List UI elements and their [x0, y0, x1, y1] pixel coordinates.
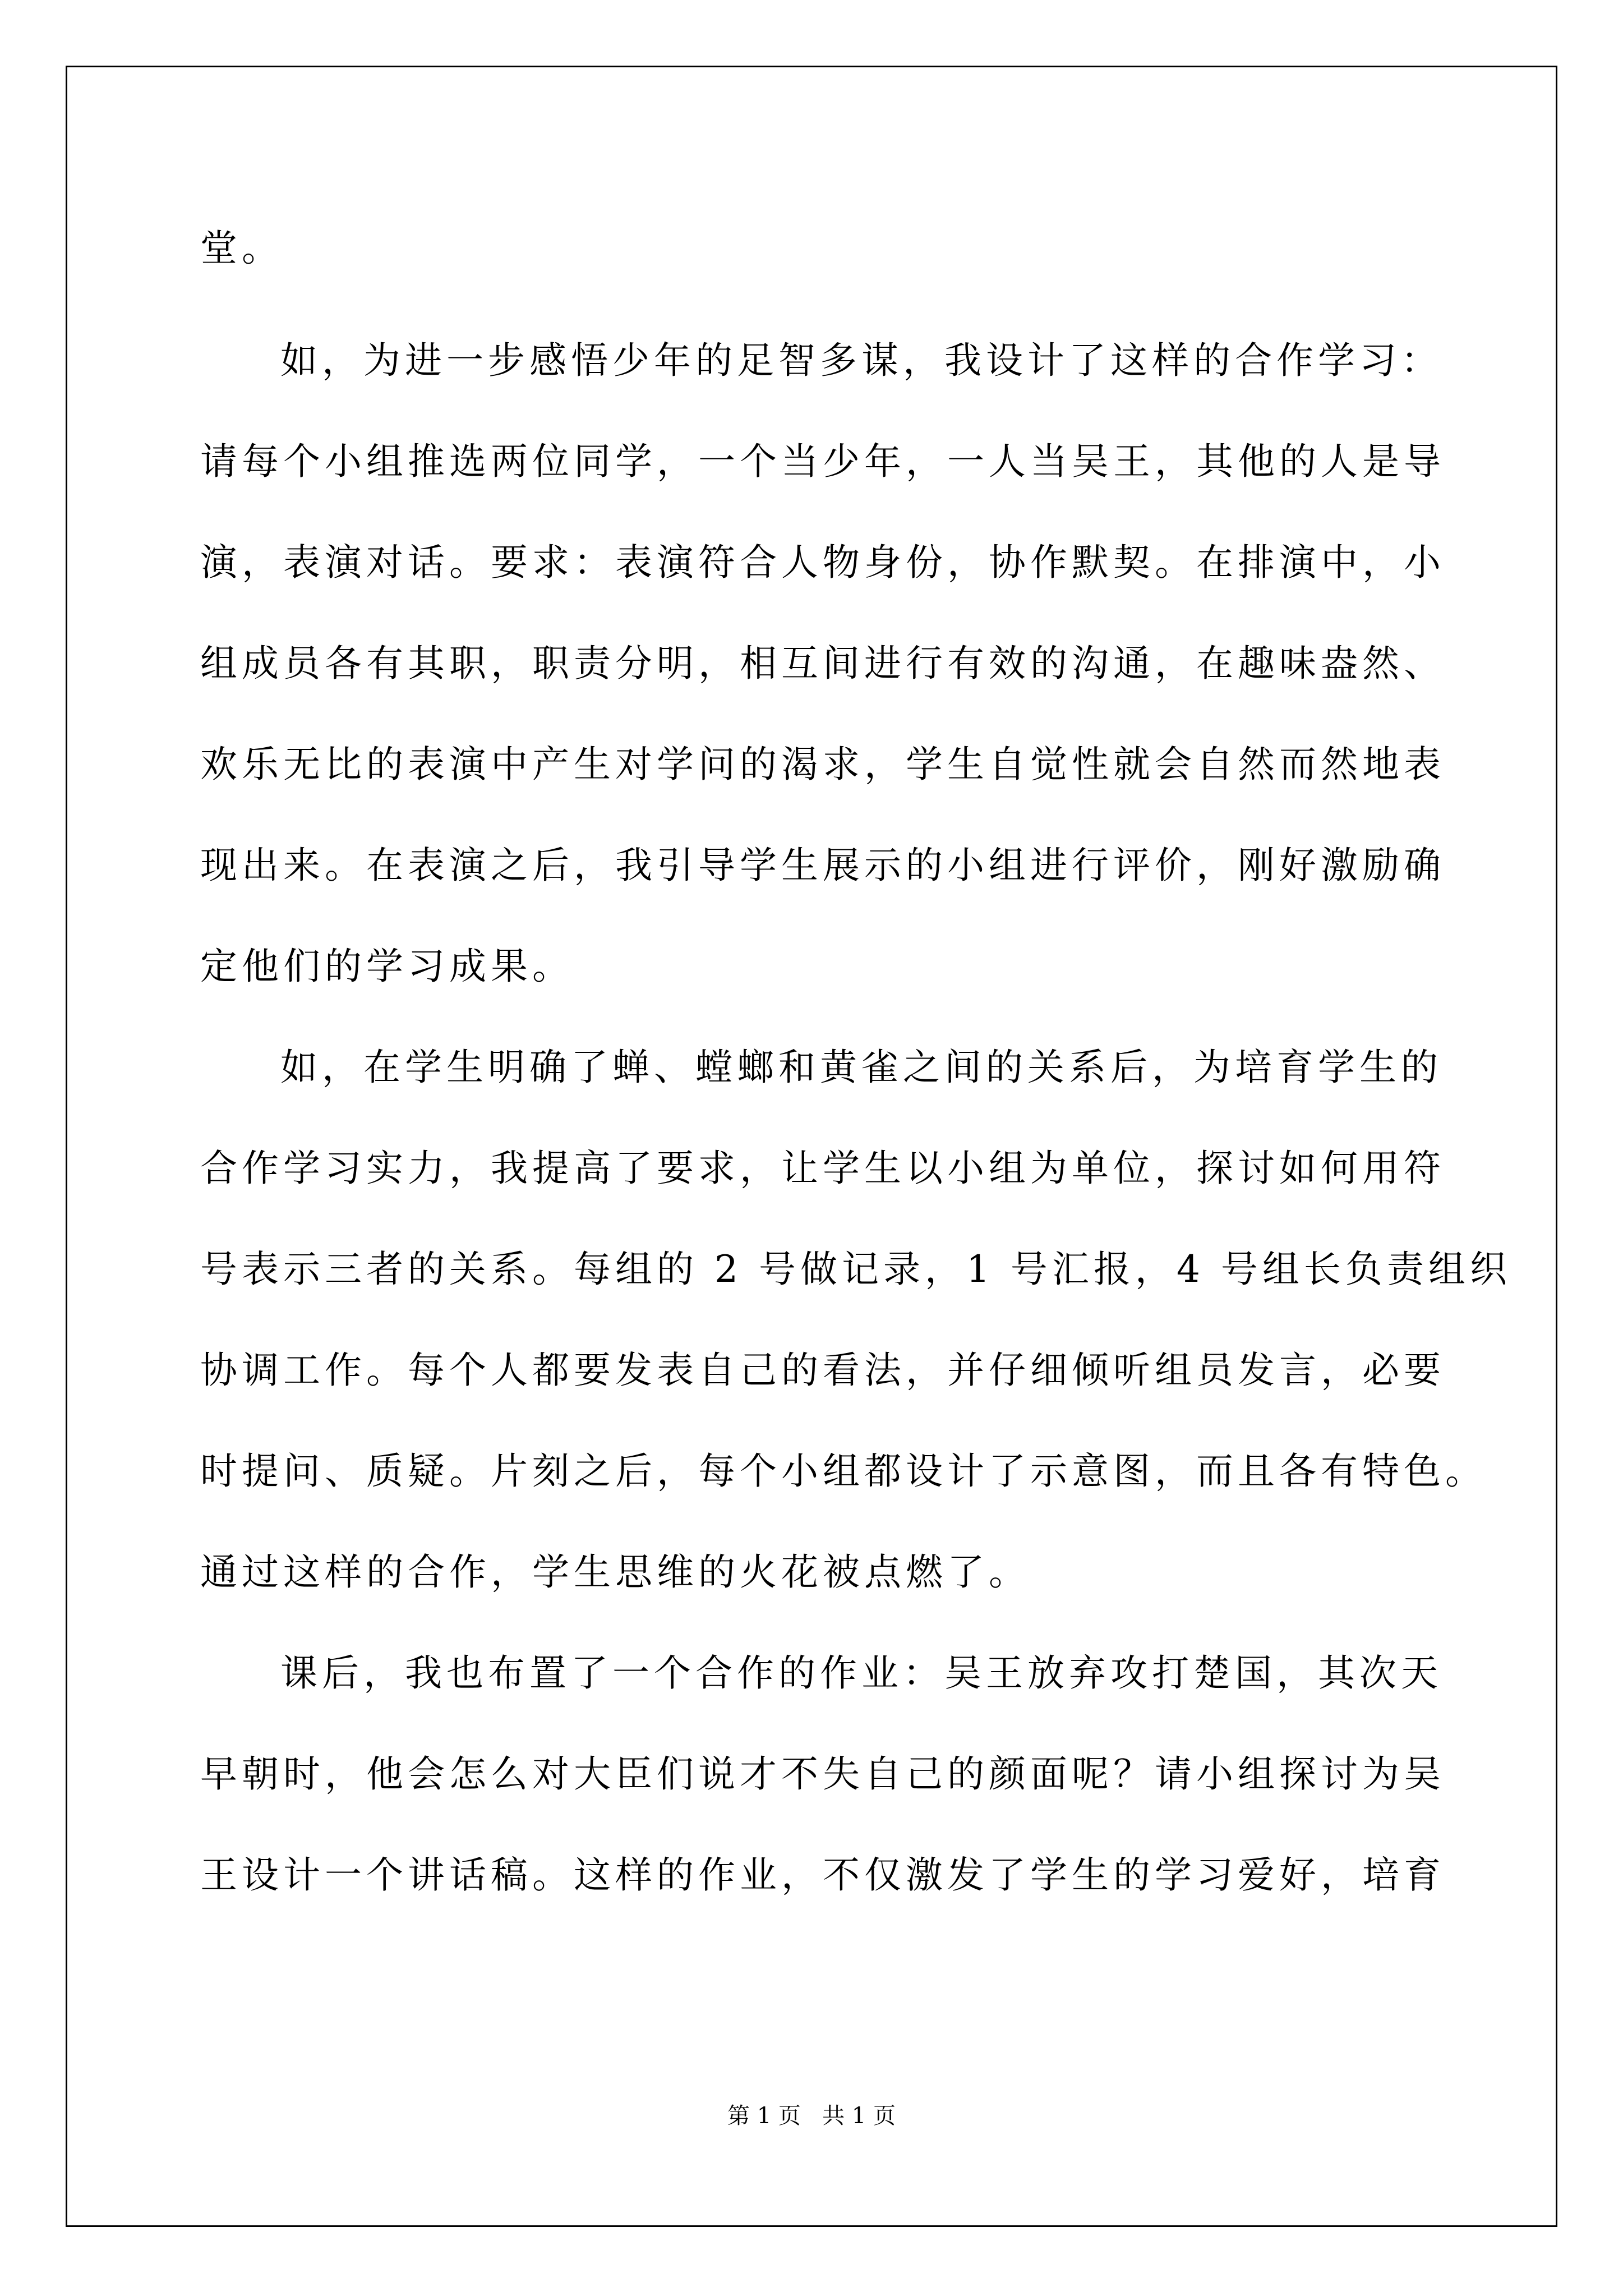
paragraph-first-line: 如，在学生明确了蝉、螳螂和黄雀之间的关系后，为培育学生的 — [280, 1046, 1442, 1089]
text-line: 堂。 — [200, 227, 283, 270]
text-line: 协调工作。每个人都要发表自己的看法，并仔细倾听组员发言，必要 — [200, 1349, 1445, 1392]
text-line: 请每个小组推选两位同学，一个当少年，一人当吴王，其他的人是导 — [200, 440, 1445, 483]
paragraph-first-line: 课后，我也布置了一个合作的作业：吴王放弃攻打楚国，其次天 — [280, 1651, 1442, 1695]
text-line: 现出来。在表演之后，我引导学生展示的小组进行评价，刚好激励确 — [200, 844, 1445, 887]
text-line: 号表示三者的关系。每组的 2 号做记录，1 号汇报，4 号组长负责组织 — [200, 1248, 1511, 1291]
paragraph-first-line: 如，为进一步感悟少年的足智多谋，我设计了这样的合作学习： — [280, 339, 1442, 382]
text-line: 欢乐无比的表演中产生对学问的渴求，学生自觉性就会自然而然地表 — [200, 743, 1445, 786]
text-line: 王设计一个讲话稿。这样的作业，不仅激发了学生的学习爱好，培育 — [200, 1853, 1445, 1897]
text-line: 演，表演对话。要求：表演符合人物身份，协作默契。在排演中，小 — [200, 541, 1445, 584]
text-line: 定他们的学习成果。 — [200, 945, 574, 988]
text-line: 组成员各有其职，职责分明，相互间进行有效的沟通，在趣味盎然、 — [200, 642, 1445, 685]
text-line: 通过这样的合作，学生思维的火花被点燃了。 — [200, 1550, 1030, 1594]
text-line: 时提问、质疑。片刻之后，每个小组都设计了示意图，而且各有特色。 — [200, 1450, 1487, 1493]
text-line: 早朝时，他会怎么对大臣们说才不失自己的颜面呢？请小组探讨为吴 — [200, 1752, 1445, 1796]
text-line: 合作学习实力，我提高了要求，让学生以小组为单位，探讨如何用符 — [200, 1147, 1445, 1190]
page-footer: 第 1 页 共 1 页 — [727, 2103, 896, 2129]
